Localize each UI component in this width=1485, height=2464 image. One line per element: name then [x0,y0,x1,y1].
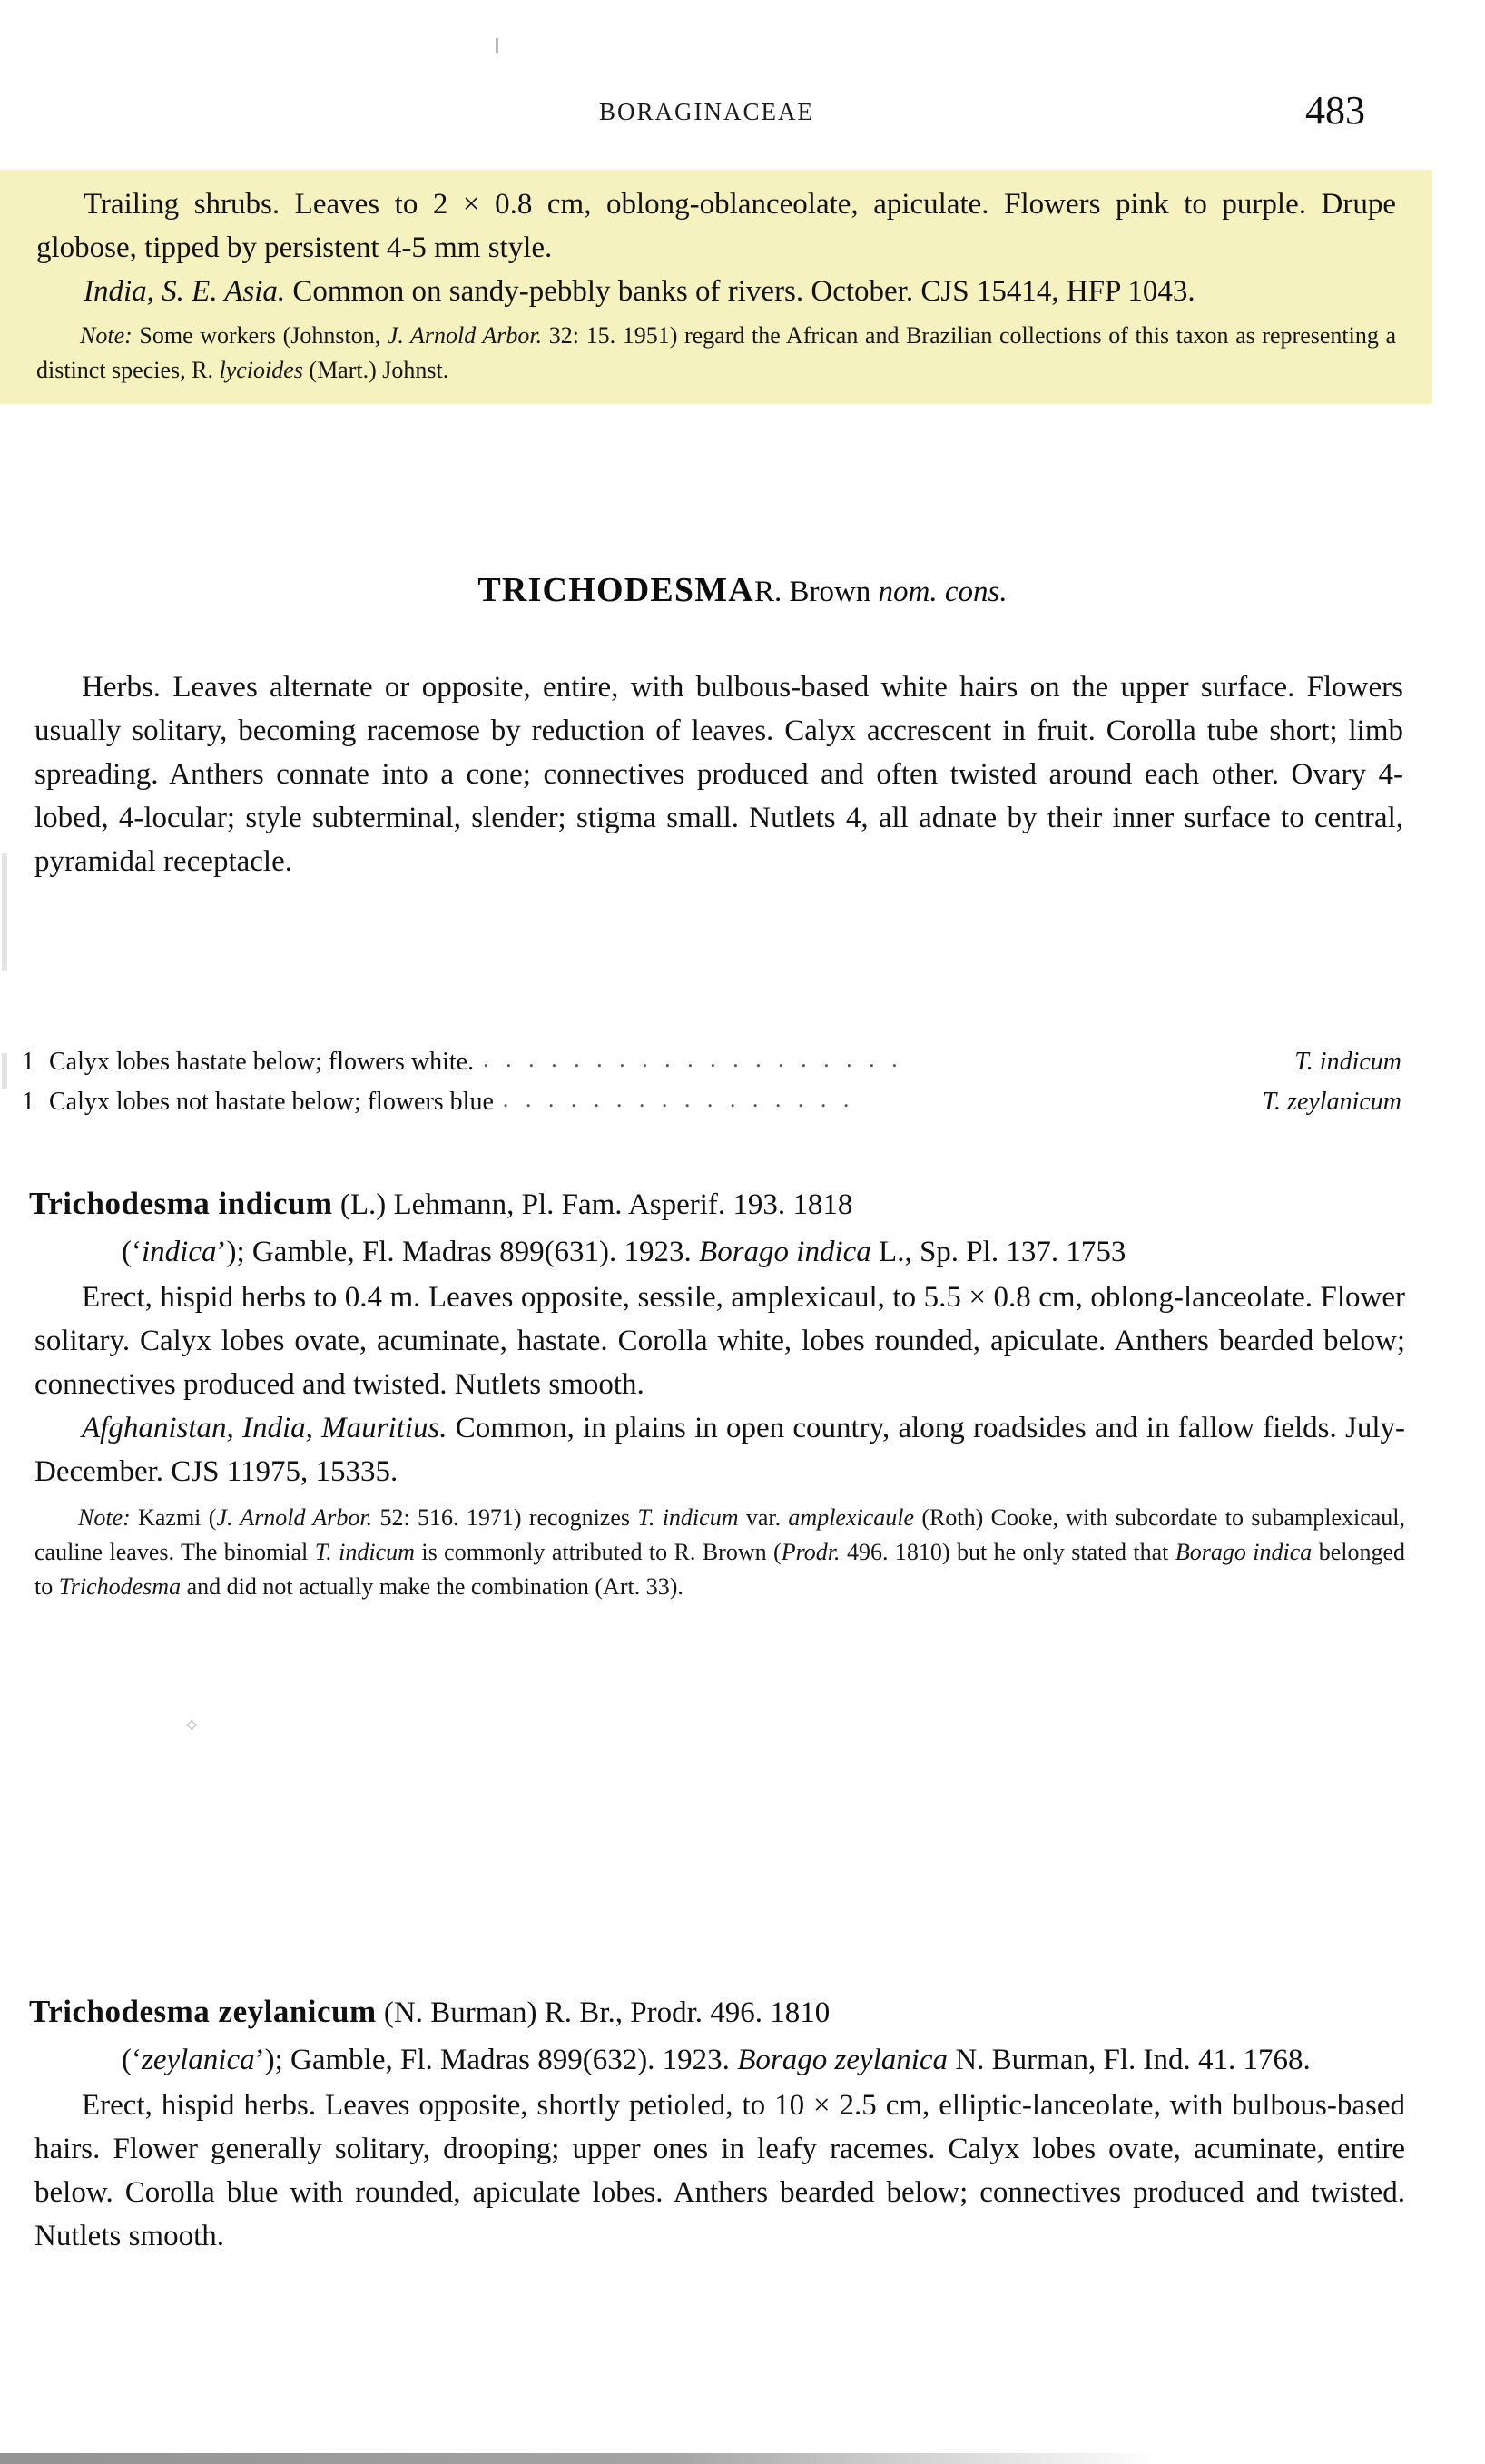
note-text-e: is commonly attributed to R. Brown ( [414,1539,782,1565]
note-label: Note: [80,322,133,349]
distribution-rest: Common, in plains in open country, along roadsides and in fallow fields. July-December. CJS 11975, 15335. [34,1412,1405,1488]
genus-description-text: Herbs. Leaves alternate or opposite, entire, with bulbous-based white hairs on the upper surface. Flowers usually solitary, becoming racemose by reduction of leaves. Calyx accrescent in fruit. Corolla tube short; limb spreading. Anthers connate into a cone; connectives produced and often twisted around each other. Ovary 4-lobed, 4-locular; style subterminal, slender; stigma small. Nutlets 4, all adnate by their inner surface to central, pyramidal receptacle. [34,671,1403,878]
key-lead-number: 1 [22,1048,34,1076]
authority-mid: ’); Gamble, Fl. Madras 899(631). 1923. [216,1236,700,1268]
highlighted-text-block [0,170,1432,404]
species-description: Erect, hispid herbs. Leaves opposite, shortly petioled, to 10 × 2.5 cm, elliptic-lanceolate, with bulbous-based hairs. Flower generally solitary, drooping; upper ones in leafy racemes. Calyx lobes ovate, acuminate, entire below. Corolla blue with rounded, apiculate lobes. Anthers bearded below; connectives produced and twisted. Nutlets smooth. [34,2089,1405,2252]
key-couplet-text: Calyx lobes not hastate below; flowers blue [49,1088,494,1116]
note-text-f: 496. 1810) but he only stated that [840,1539,1175,1565]
key-target-species: T. zeylanicum [1262,1088,1401,1116]
note-text-c: var. [738,1504,789,1531]
genus-nom-cons: nom. cons. [878,576,1008,608]
key-row [22,1042,1401,1082]
note-reference: Prodr. [781,1539,841,1565]
species-authority-line2 [34,1228,1405,1276]
note-label: Note: [78,1504,131,1531]
synonym-citation: L., Sp. Pl. 137. 1753 [870,1236,1126,1268]
note-text-d: (Roth) Cooke, with subcordate to subamplexicaul, cauline leaves. The binomial [34,1504,1406,1565]
note-text-a: Kazmi ( [130,1504,217,1531]
note-journal-title: J. Arnold Arbor. [216,1504,373,1531]
genus-heading [0,570,1485,610]
scan-ink-mark: ✧ [183,1714,201,1737]
highlight-distribution-countries: India, S. E. Asia. [84,275,286,308]
genus-description-block [34,665,1403,883]
species-distribution [34,1406,1405,1493]
key-leader-dots: . . . . . . . . . . . . . . . . . . . [483,1046,903,1072]
species-description: Erect, hispid herbs to 0.4 m. Leaves opposite, sessile, amplexicaul, to 5.5 × 0.8 cm, oblong-lanceolate. Flower solitary. Calyx lobes ovate, acuminate, hastate. Corolla white, lobes rounded, apiculate. Anthers bearded below; connectives produced and twisted. Nutlets smooth. [34,1281,1405,1401]
species-entry-indicum [29,1180,1406,1604]
family-name: BORAGINACEAE [599,98,814,125]
highlight-note [36,319,1396,388]
highlight-paragraph-description [36,182,1396,270]
note-taxon-3: T. indicum [314,1539,415,1565]
genus-name: TRICHODESMA [477,571,754,609]
note-journal-title: J. Arnold Arbor. [387,322,543,349]
authority-mid: ’); Gamble, Fl. Madras 899(632). 1923. [254,2044,738,2076]
highlight-paragraph-distribution [36,270,1396,313]
species-name: Trichodesma indicum [29,1186,333,1221]
note-species-epithet: lycioides [219,357,303,383]
species-entry-zeylanicum [29,1988,1405,2258]
synonym-name: Borago zeylanica [737,2044,949,2076]
basionym-epithet: indica [141,1236,217,1268]
note-text-b: 32: 15. 1951) regard the African and Brazilian collections of this taxon as representing a distinct species, R. [36,322,1397,383]
note-text-b: 52: 516. 1971) recognizes [372,1504,638,1531]
key-target-species: T. indicum [1294,1048,1401,1076]
key-leader-dots: . . . . . . . . . . . . . . . . [502,1086,855,1112]
genus-authority: R. Brown [753,576,879,608]
note-taxon-2: amplexicaule [788,1504,915,1531]
note-taxon-1: T. indicum [637,1504,739,1531]
synonym-citation: N. Burman, Fl. Ind. 41. 1768. [948,2044,1311,2076]
species-note [34,1501,1405,1604]
species-authority-line1: (L.) Lehmann, Pl. Fam. Asperif. 193. 1818 [332,1188,853,1221]
note-taxon-4: Borago indica [1175,1539,1313,1565]
species-authority-line2 [34,2036,1405,2084]
species-authority-line1: (N. Burman) R. Br., Prodr. 496. 1810 [376,1996,831,2029]
highlight-para1-text: Trailing shrubs. Leaves to 2 × 0.8 cm, oblong-oblanceolate, apiculate. Flowers pink to purple. Drupe globose, tipped by persistent 4-5 mm style. [36,188,1396,264]
note-text-c: (Mart.) Johnst. [302,357,449,383]
key-couplet-text: Calyx lobes hastate below; flowers white. [49,1048,475,1076]
running-head [0,88,1485,143]
key-row [22,1082,1401,1122]
basionym-quote-open: (‘ [122,1236,142,1268]
distribution-countries: Afghanistan, India, Mauritius. [82,1412,447,1444]
basionym-quote-open: (‘ [122,2044,142,2076]
note-text-g: belonged to [34,1539,1405,1600]
page-number: 483 [1305,88,1365,133]
scan-edge-artifact-mid [2,853,7,971]
species-heading [29,1180,1405,1276]
note-text-a: Some workers (Johnston, [132,322,388,349]
note-taxon-5: Trichodesma [58,1573,182,1600]
highlight-distribution-rest: Common on sandy-pebbly banks of rivers. October. CJS 15414, HFP 1043. [285,275,1195,308]
species-name: Trichodesma zeylanicum [29,1994,377,2029]
scan-speck [496,38,498,53]
species-heading [29,1988,1405,2084]
basionym-epithet: zeylanica [141,2044,255,2076]
scan-bottom-shadow [0,2453,1485,2464]
synonym-name: Borago indica [699,1236,871,1268]
note-text-h: and did not actually make the combination (Art. 33). [181,1573,683,1600]
key-lead-number: 1 [22,1088,34,1116]
dichotomous-key [22,1042,1401,1122]
scan-edge-artifact-lower [2,1053,7,1089]
